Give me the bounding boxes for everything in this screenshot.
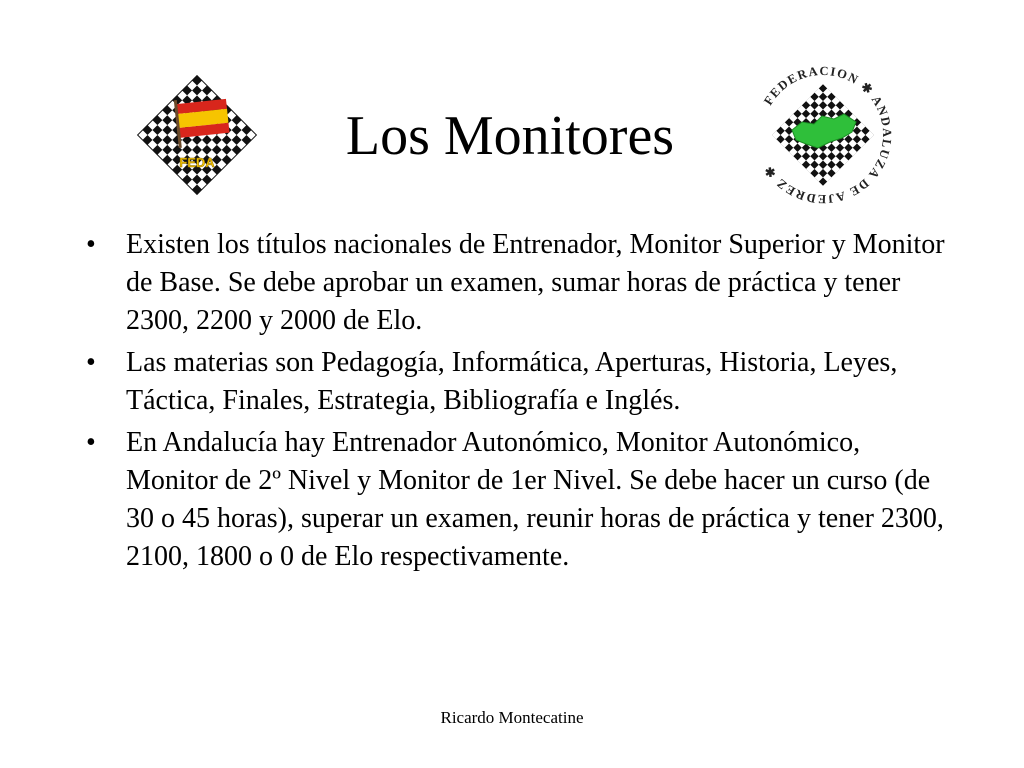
bullet-marker: • (86, 427, 96, 458)
slide-title: Los Monitores (345, 105, 675, 167)
feda-logo (134, 72, 260, 198)
feda-logo-graphic (134, 72, 260, 198)
bullet-list (86, 226, 946, 580)
bullet-text: Existen los títulos nacionales de Entrenador, Monitor Superior y Monitor de Base. Se debe aprobar un examen, sumar horas de práctica y tener 2300, 2200 y 2000 de Elo. (126, 229, 945, 336)
bullet-text: En Andalucía hay Entrenador Autonómico, Monitor Autonómico, Monitor de 2º Nivel y Monitor de 1er Nivel. Se debe hacer un curso (de 30 o 45 horas), superar un examen, reunir horas de práctica y tener 2300, 2100, 1800 o 0 de Elo respectivamente. (126, 427, 944, 572)
bullet-item (86, 344, 946, 420)
bullet-item (86, 424, 946, 576)
federacion-andaluza-logo-graphic (752, 64, 894, 206)
bullet-text: Las materias son Pedagogía, Informática, Aperturas, Historia, Leyes, Táctica, Finales, Estrategia, Bibliografía e Inglés. (126, 347, 898, 416)
federacion-andaluza-ring-text: FEDERACION ✱ ANDALUZA DE AJEDREZ ✱ (761, 64, 894, 206)
feda-logo-text: FEDA (179, 155, 215, 170)
slide-footer: Ricardo Montecatine (440, 708, 584, 727)
bullet-item (86, 226, 946, 340)
bullet-marker: • (86, 347, 96, 378)
federacion-andaluza-logo (752, 64, 894, 206)
bullet-marker: • (86, 229, 96, 260)
